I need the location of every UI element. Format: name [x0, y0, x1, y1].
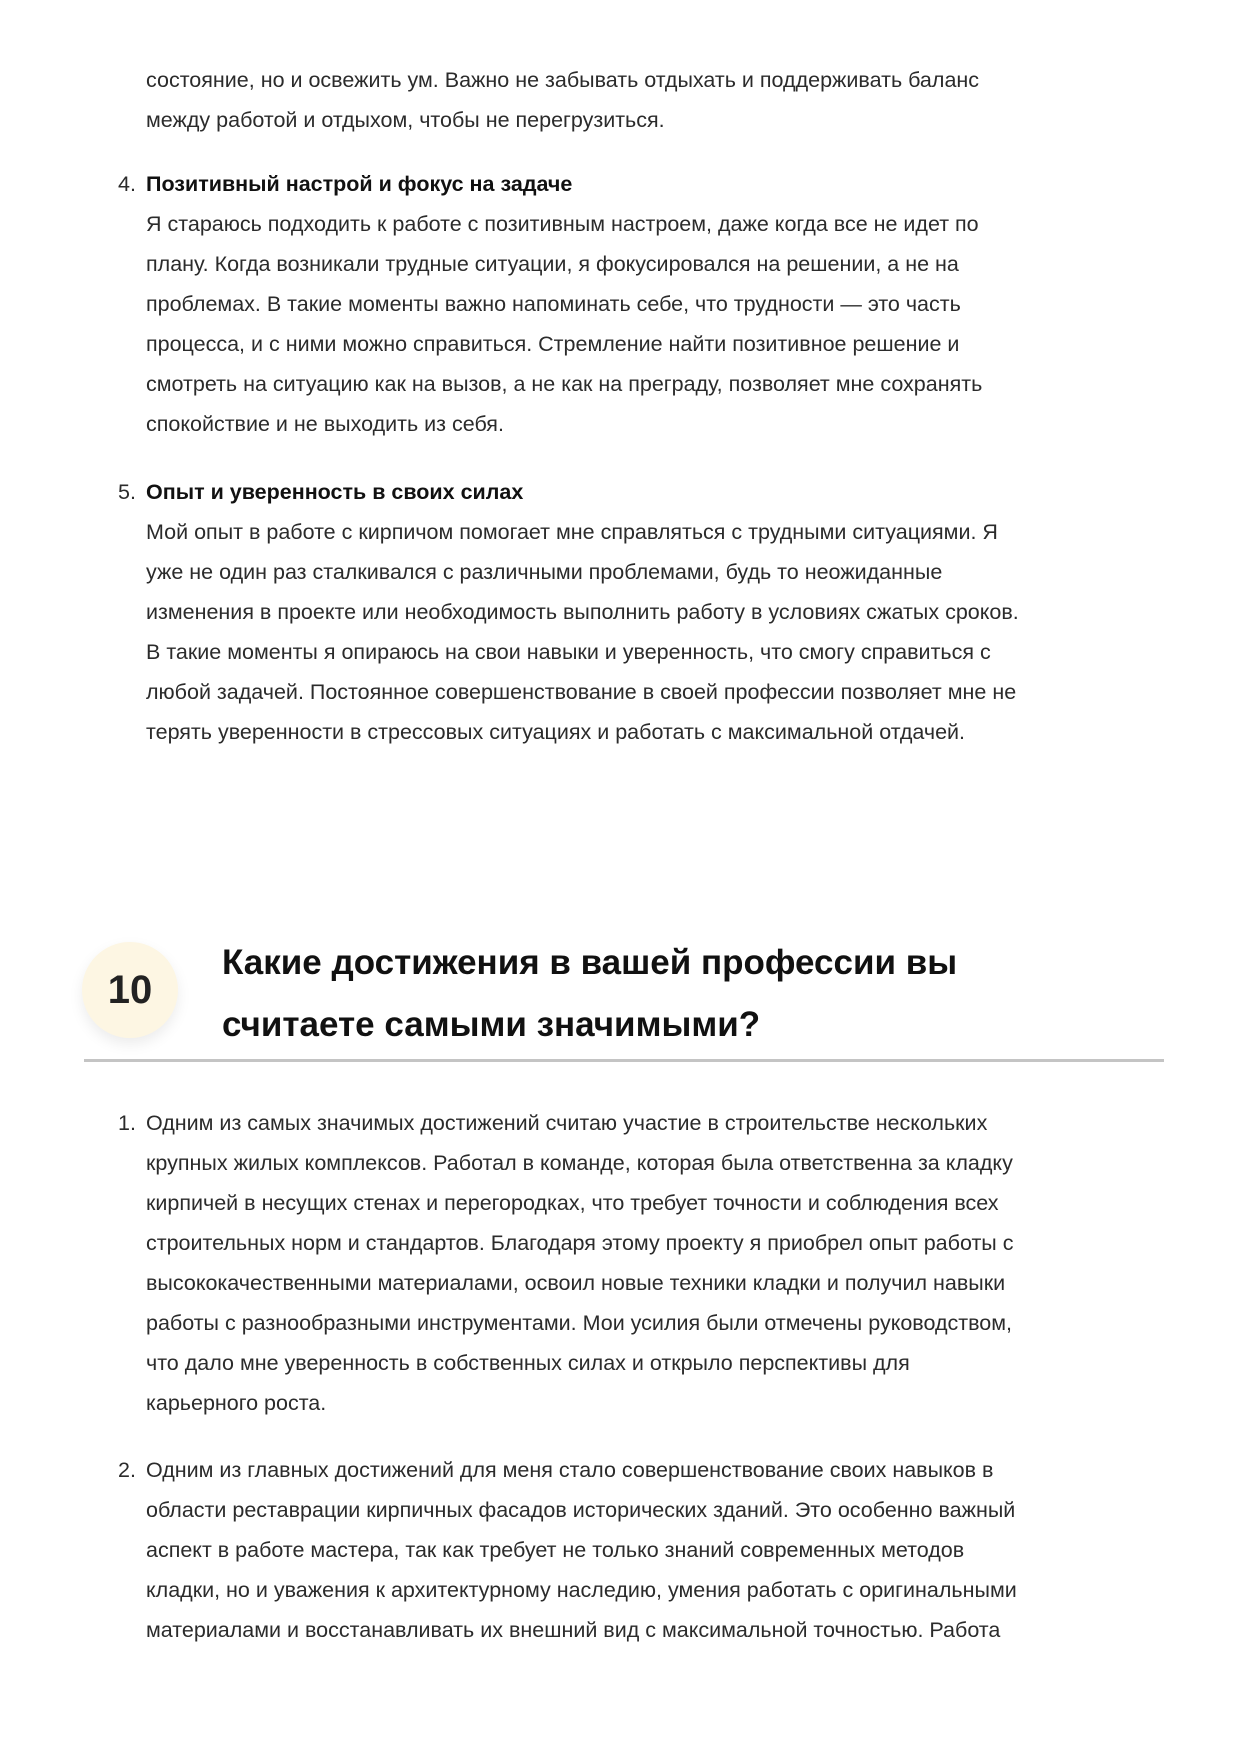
text-line: процесса, и с ними можно справиться. Стремление найти позитивное решение и: [146, 332, 960, 356]
text-line: Одним из главных достижений для меня стало совершенствование своих навыков в: [146, 1458, 994, 1482]
section-heading: [222, 932, 957, 1056]
text-line: материалами и восстанавливать их внешний вид с максимальной точностью. Работа: [146, 1618, 1001, 1642]
item-title: Позитивный настрой и фокус на задаче: [146, 172, 573, 196]
intro-paragraph: [146, 60, 979, 140]
text-line: изменения в проекте или необходимость выполнить работу в условиях сжатых сроков.: [146, 600, 1019, 624]
text-line: кирпичей в несущих стенах и перегородках, что требует точности и соблюдения всех: [146, 1191, 999, 1215]
item-number: 5.: [118, 480, 136, 504]
answer-item-1: [118, 1103, 1014, 1423]
text-line: карьерного роста.: [146, 1391, 327, 1415]
text-line: смотреть на ситуацию как на вызов, а не как на преграду, позволяет мне сохранять: [146, 372, 983, 396]
text-line: терять уверенности в стрессовых ситуациях и работать с максимальной отдачей.: [146, 720, 966, 744]
text-line: состояние, но и освежить ум. Важно не забывать отдыхать и поддерживать баланс: [146, 68, 980, 92]
text-line: кладки, но и уважения к архитектурному наследию, умения работать с оригинальными: [146, 1578, 1017, 1602]
text-line: работы с разнообразными инструментами. Мои усилия были отмечены руководством,: [146, 1311, 1012, 1335]
text-line: уже не один раз сталкивался с различными проблемами, будь то неожиданные: [146, 560, 943, 584]
list-item-4: [118, 164, 983, 444]
text-line: проблемах. В такие моменты важно напоминать себе, что трудности — это часть: [146, 292, 961, 316]
heading-line: Какие достижения в вашей профессии вы: [222, 943, 958, 982]
section-number-badge: 10: [82, 942, 178, 1038]
text-line: любой задачей. Постоянное совершенствование в своей профессии позволяет мне не: [146, 680, 1017, 704]
text-line: высококачественными материалами, освоил новые техники кладки и получил навыки: [146, 1271, 1006, 1295]
text-line: Я стараюсь подходить к работе с позитивным настроем, даже когда все не идет по: [146, 212, 979, 236]
text-line: спокойствие и не выходить из себя.: [146, 412, 504, 436]
text-line: строительных норм и стандартов. Благодаря этому проекту я приобрел опыт работы с: [146, 1231, 1014, 1255]
text-line: В такие моменты я опираюсь на свои навыки и уверенность, что смогу справиться с: [146, 640, 991, 664]
heading-line: считаете самыми значимыми?: [222, 1005, 761, 1044]
text-line: между работой и отдыхом, чтобы не перегрузиться.: [146, 108, 665, 132]
text-line: области реставрации кирпичных фасадов исторических зданий. Это особенно важный: [146, 1498, 1016, 1522]
answer-item-2: [118, 1450, 1017, 1650]
item-title: Опыт и уверенность в своих силах: [146, 480, 524, 504]
item-number: 2.: [118, 1458, 136, 1482]
text-line: что дало мне уверенность в собственных силах и открыло перспективы для: [146, 1351, 910, 1375]
section-divider: [84, 1059, 1164, 1062]
text-line: Мой опыт в работе с кирпичом помогает мне справляться с трудными ситуациями. Я: [146, 520, 998, 544]
text-line: крупных жилых комплексов. Работал в команде, которая была ответственна за кладку: [146, 1151, 1013, 1175]
text-line: Одним из самых значимых достижений считаю участие в строительстве нескольких: [146, 1111, 988, 1135]
item-number: 1.: [118, 1111, 136, 1135]
text-line: аспект в работе мастера, так как требует не только знаний современных методов: [146, 1538, 965, 1562]
item-number: 4.: [118, 172, 136, 196]
list-item-5: [118, 472, 1019, 752]
text-line: плану. Когда возникали трудные ситуации, я фокусировался на решении, а не на: [146, 252, 959, 276]
